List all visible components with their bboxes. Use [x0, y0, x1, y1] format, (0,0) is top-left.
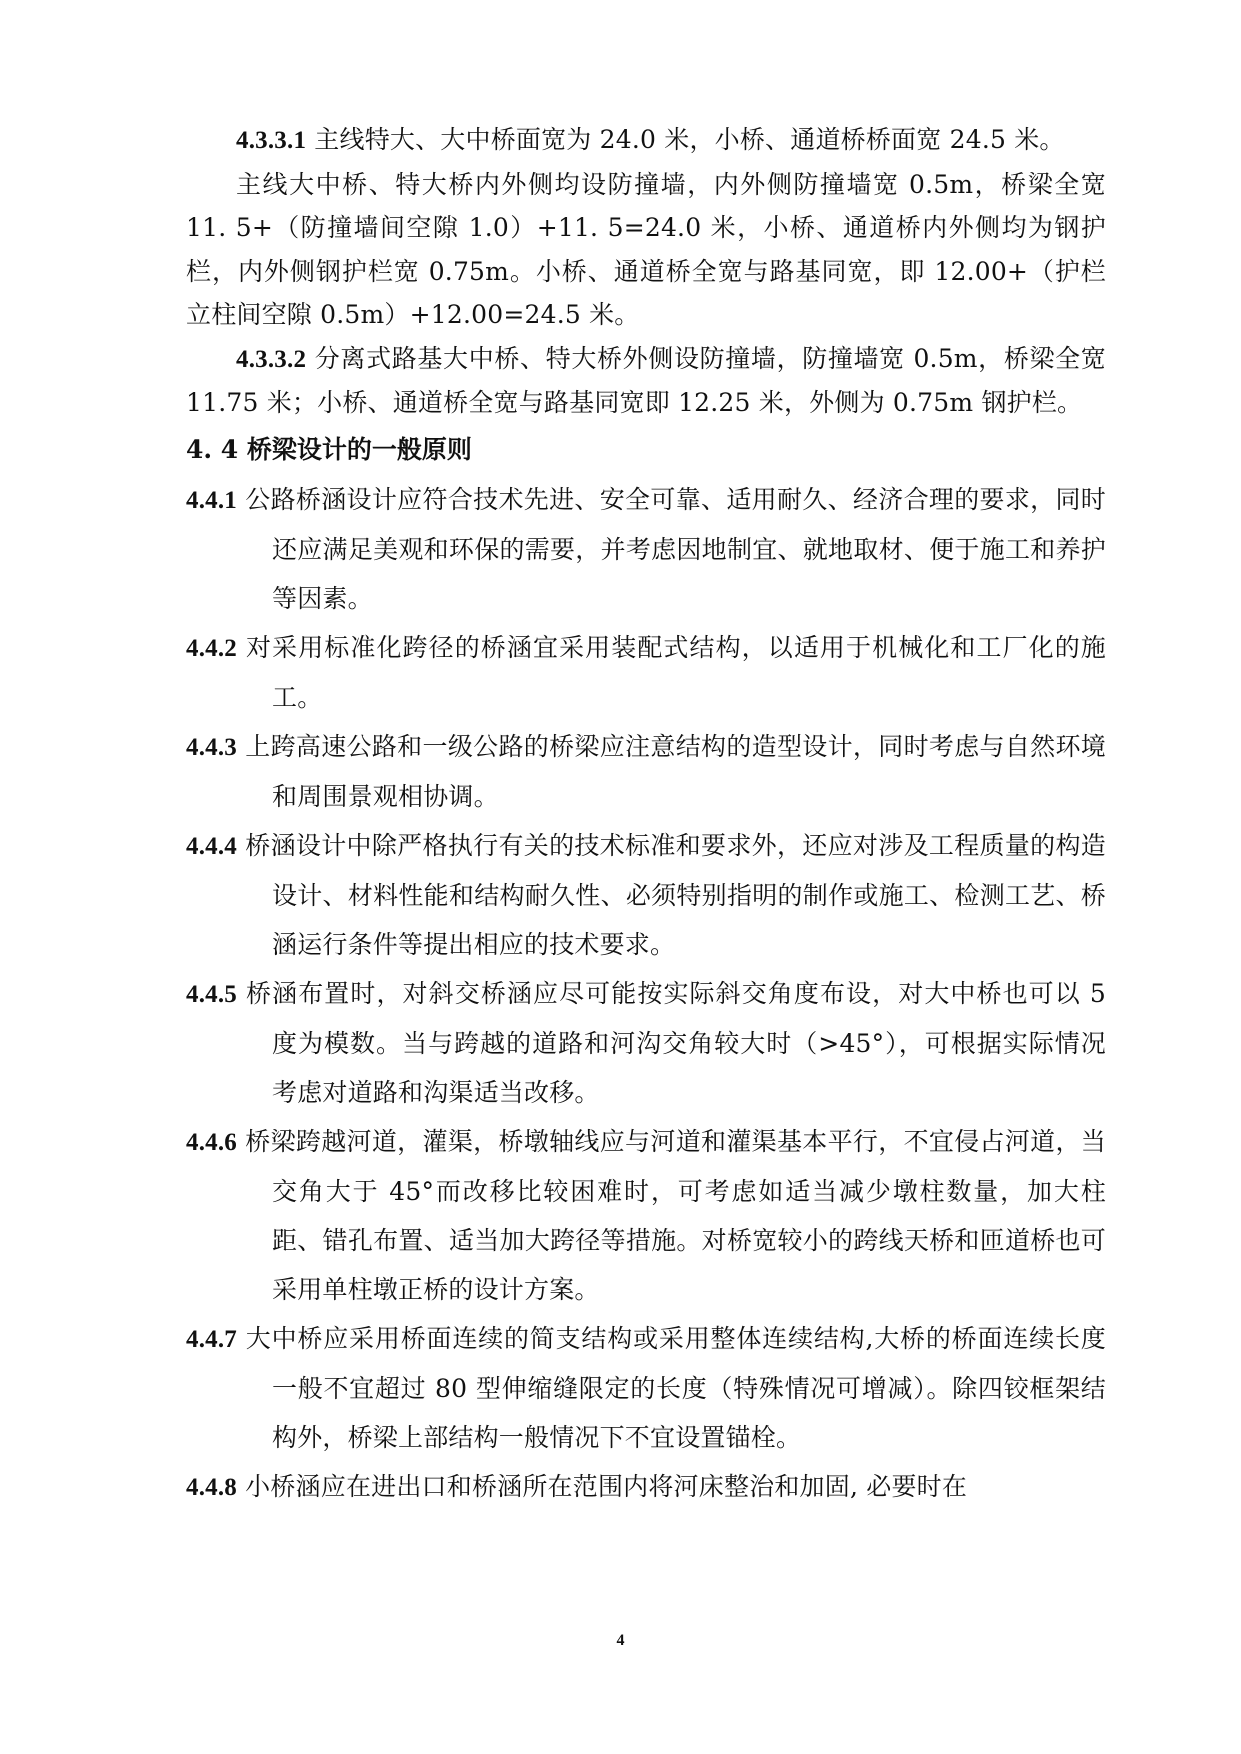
clause-4-4-8 [186, 1462, 1106, 1512]
clause-number: 4.4.5 [186, 980, 237, 1008]
clause-text: 桥梁跨越河道，灌渠，桥墩轴线应与河道和灌渠基本平行，不宜侵占河道，当交角大于 45°而改移比较困难时，可考虑如适当减少墩柱数量，加大柱距、错孔布置、适当加大跨径等措施。对桥宽较小的跨线天桥和匝道桥也可采用单柱墩正桥的设计方案。 [237, 1126, 1106, 1304]
clause-number: 4.4.3 [186, 733, 237, 761]
clause-number: 4.3.3.2 [236, 345, 307, 373]
paragraph-4-3-3-2 [186, 337, 1106, 425]
clause-number: 4.4.1 [186, 486, 237, 514]
clause-4-4-1 [186, 475, 1106, 623]
clause-text: 小桥涵应在进出口和桥涵所在范围内将河床整治和加固, 必要时在 [237, 1471, 968, 1501]
clause-number: 4.4.6 [186, 1128, 237, 1156]
clause-number: 4.4.7 [186, 1325, 237, 1353]
paragraph-bridge-width-detail [186, 163, 1106, 337]
clause-number: 4.4.2 [186, 634, 237, 662]
clause-4-4-7 [186, 1314, 1106, 1462]
clause-number: 4.4.4 [186, 832, 237, 860]
clause-4-4-5 [186, 969, 1106, 1117]
clause-4-4-4 [186, 821, 1106, 969]
clause-text: 上跨高速公路和一级公路的桥梁应注意结构的造型设计，同时考虑与自然环境和周围景观相协调。 [237, 731, 1106, 811]
clause-4-4-3 [186, 722, 1106, 821]
clause-4-4-6 [186, 1117, 1106, 1314]
clause-text: 桥涵布置时，对斜交桥涵应尽可能按实际斜交角度布设，对大中桥也可以 5 度为模数。当与跨越的道路和河沟交角较大时（>45°），可根据实际情况考虑对道路和沟渠适当改移。 [237, 978, 1106, 1107]
clause-text: 主线特大、大中桥面宽为 24.0 米，小桥、通道桥桥面宽 24.5 米。 [306, 125, 1065, 154]
clause-text: 分离式路基大中桥、特大桥外侧设防撞墙，防撞墙宽 0.5m，桥梁全宽 11.75 米；小桥、通道桥全宽与路基同宽即 12.25 米，外侧为 0.75m 钢护栏。 [186, 343, 1106, 417]
section-heading-4-4: 4. 4 桥梁设计的一般原则 [186, 434, 472, 464]
clause-4-4-2 [186, 623, 1106, 722]
clause-text: 对采用标准化跨径的桥涵宜采用装配式结构，以适用于机械化和工厂化的施工。 [237, 632, 1106, 712]
paragraph-text: 主线大中桥、特大桥内外侧均设防撞墙，内外侧防撞墙宽 0.5m，桥梁全宽 11. 5+（防撞墙间空隙 1.0）+11. 5=24.0 米，小桥、通道桥内外侧均为钢护栏，内外侧钢护栏宽 0.75m。小桥、通道桥全宽与路基同宽，即 12.00+（护栏立柱间空隙 0.5m）+12.00=24.5 米。 [186, 169, 1106, 329]
paragraph-4-3-3-1 [186, 118, 1106, 163]
page-number: 4 [616, 1632, 625, 1649]
clause-text: 公路桥涵设计应符合技术先进、安全可靠、适用耐久、经济合理的要求，同时还应满足美观和环保的需要，并考虑因地制宜、就地取材、便于施工和养护等因素。 [237, 484, 1106, 613]
page-content [186, 118, 1106, 1512]
clause-text: 桥涵设计中除严格执行有关的技术标准和要求外，还应对涉及工程质量的构造设计、材料性能和结构耐久性、必须特别指明的制作或施工、检测工艺、桥涵运行条件等提出相应的技术要求。 [237, 830, 1106, 959]
clause-number: 4.4.8 [186, 1473, 237, 1501]
clause-number: 4.3.3.1 [236, 127, 307, 154]
clause-text: 大中桥应采用桥面连续的简支结构或采用整体连续结构,大桥的桥面连续长度一般不宜超过 80 型伸缩缝限定的长度（特殊情况可增减）。除四铰框架结构外，桥梁上部结构一般情况下不宜设置锚栓。 [237, 1323, 1106, 1452]
